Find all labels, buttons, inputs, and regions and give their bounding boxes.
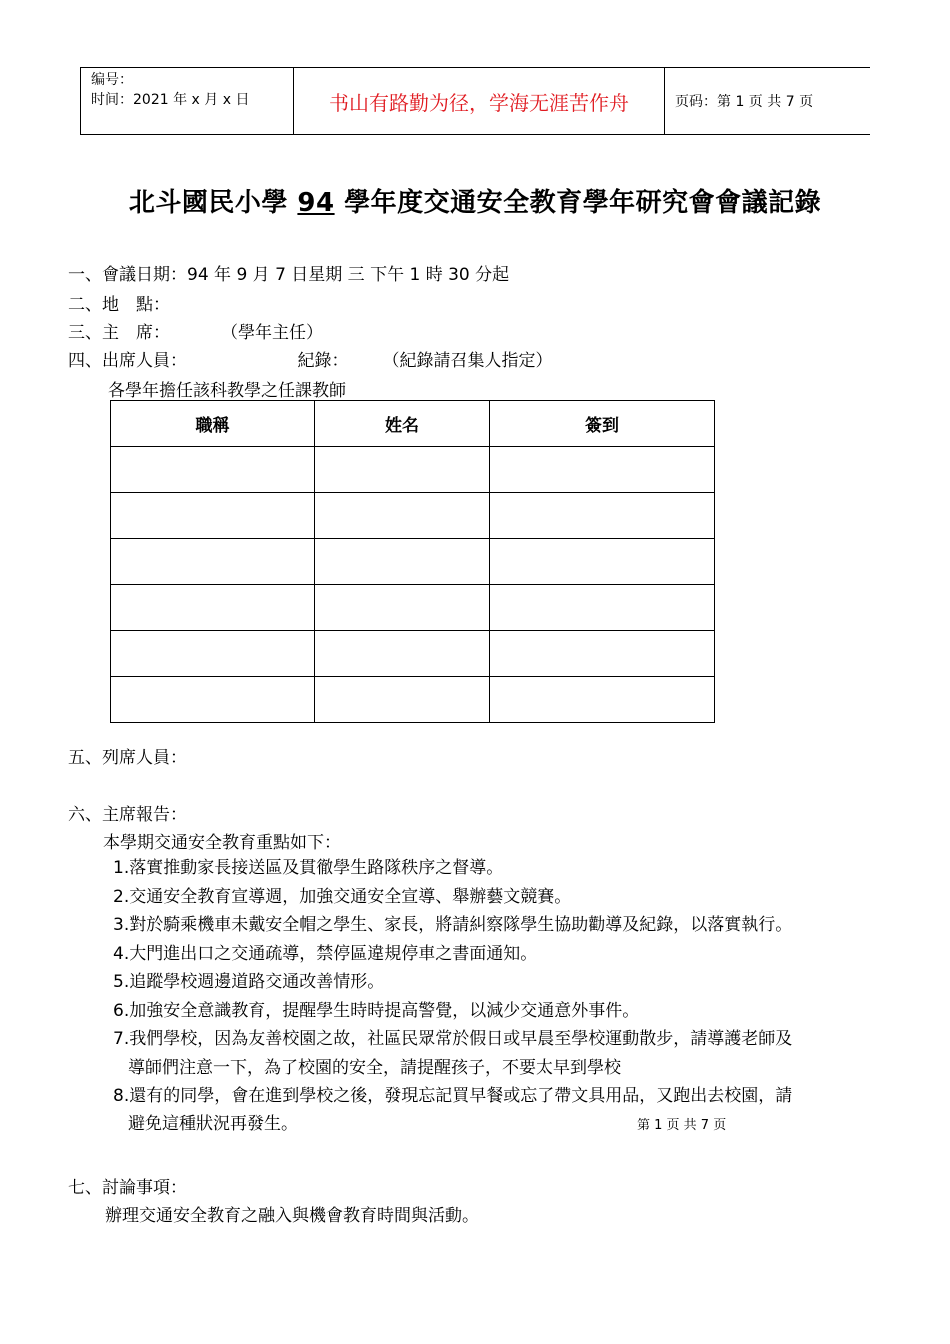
attendees-note: 各學年擔任該科教學之任課教師	[108, 381, 346, 401]
table-cell	[111, 631, 315, 677]
list-item: 3.對於騎乘機車未戴安全帽之學生、家長，將請糾察隊學生協助勸導及紀錄，以落實執行。	[113, 915, 793, 935]
document-header	[80, 67, 870, 135]
page-number: 第 1 页 共 7 页	[637, 1118, 727, 1133]
table-row	[111, 585, 715, 631]
list-item: 6.加強安全意識教育，提醒學生時時提高警覺，以減少交通意外事件。	[113, 1001, 640, 1021]
list-item: 2.交通安全教育宣導週，加強交通安全宣導、舉辦藝文競賽。	[113, 887, 572, 907]
list-item: 1.落實推動家長接送區及貫徹學生路隊秩序之督導。	[113, 858, 504, 878]
meeting-attendees: 四、出席人員： 紀錄： （紀錄請召集人指定）	[68, 351, 553, 371]
title-prefix: 北斗國民小學	[128, 188, 288, 218]
table-cell	[490, 631, 715, 677]
code-label: 编号：	[91, 72, 133, 88]
meeting-place: 二、地 點：	[68, 295, 170, 315]
table-cell	[490, 585, 715, 631]
table-cell	[490, 677, 715, 723]
table-row	[111, 677, 715, 723]
table-row	[111, 631, 715, 677]
observers: 五、列席人員：	[68, 748, 187, 768]
report-intro: 本學期交通安全教育重點如下：	[103, 833, 341, 853]
time-label: 时间：2021 年 x 月 x 日	[91, 92, 250, 108]
list-item-continuation: 避免這種狀況再發生。	[128, 1114, 298, 1134]
table-row	[111, 447, 715, 493]
table-cell	[111, 447, 315, 493]
table-cell	[315, 631, 490, 677]
table-cell	[315, 585, 490, 631]
table-row	[111, 539, 715, 585]
header-page-label: 页码：第 1 页 共 7 页	[665, 68, 871, 135]
column-header-title: 職稱	[111, 401, 315, 447]
table-cell	[490, 447, 715, 493]
table-cell	[111, 539, 315, 585]
table-cell	[111, 585, 315, 631]
list-item: 4.大門進出口之交通疏導，禁停區違規停車之書面通知。	[113, 944, 538, 964]
table-cell	[111, 677, 315, 723]
table-cell	[315, 677, 490, 723]
list-item: 5.追蹤學校週邊道路交通改善情形。	[113, 972, 385, 992]
report-heading: 六、主席報告：	[68, 805, 187, 825]
column-header-signature: 簽到	[490, 401, 715, 447]
sign-in-table	[110, 400, 715, 723]
column-header-name: 姓名	[315, 401, 490, 447]
title-suffix: 學年度交通安全教育學年研究會會議記錄	[344, 188, 822, 218]
header-meta	[81, 68, 294, 135]
table-header-row	[111, 401, 715, 447]
table-cell	[315, 539, 490, 585]
discussion-body: 辦理交通安全教育之融入與機會教育時間與活動。	[105, 1206, 479, 1226]
discussion-heading: 七、討論事項：	[68, 1178, 187, 1198]
table-cell	[111, 493, 315, 539]
list-item: 7.我們學校，因為友善校園之故，社區民眾常於假日或早晨至學校運動散步，請導護老師及	[113, 1029, 793, 1049]
table-row	[111, 493, 715, 539]
table-cell	[490, 493, 715, 539]
list-item-continuation: 導師們注意一下，為了校園的安全，請提醒孩子，不要太早到學校	[128, 1058, 621, 1078]
table-cell	[315, 493, 490, 539]
list-item: 8.還有的同學，會在進到學校之後，發現忘記買早餐或忘了帶文具用品，又跑出去校園，請	[113, 1086, 793, 1106]
page-title	[0, 182, 950, 219]
table-cell	[490, 539, 715, 585]
meeting-chair: 三、主 席： （學年主任）	[68, 323, 323, 343]
table-cell	[315, 447, 490, 493]
title-number: 94	[297, 188, 335, 218]
meeting-date: 一、會議日期：94 年 9 月 7 日星期 三 下午 1 時 30 分起	[68, 265, 510, 285]
header-motto: 书山有路勤为径，学海无涯苦作舟	[294, 68, 665, 135]
